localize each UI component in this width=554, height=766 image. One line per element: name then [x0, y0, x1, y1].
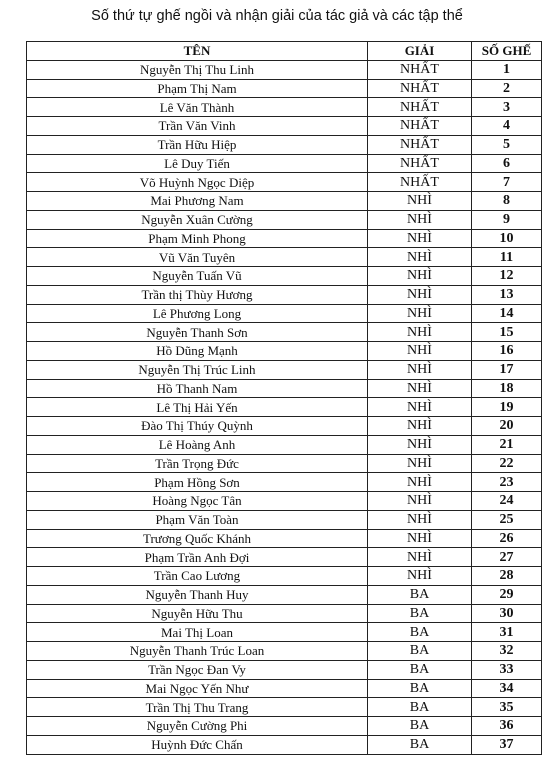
- header-name: TÊN: [27, 42, 368, 61]
- cell-seat: 2: [472, 79, 542, 98]
- cell-name: Nguyễn Thị Thu Linh: [27, 60, 368, 79]
- cell-seat: 33: [472, 660, 542, 679]
- cell-seat: 22: [472, 454, 542, 473]
- cell-name: Lê Thị Hải Yến: [27, 398, 368, 417]
- cell-seat: 34: [472, 679, 542, 698]
- table-row: [27, 510, 542, 529]
- cell-name: Mai Thị Loan: [27, 623, 368, 642]
- cell-prize: NHÌ: [368, 210, 472, 229]
- table-body: [27, 60, 542, 754]
- table-row: [27, 548, 542, 567]
- cell-seat: 14: [472, 304, 542, 323]
- table-row: [27, 642, 542, 661]
- cell-prize: NHÌ: [368, 398, 472, 417]
- cell-prize: NHẤT: [368, 98, 472, 117]
- cell-seat: 16: [472, 342, 542, 361]
- cell-seat: 17: [472, 360, 542, 379]
- table-row: [27, 323, 542, 342]
- table-row: [27, 154, 542, 173]
- cell-prize: NHÌ: [368, 267, 472, 286]
- cell-seat: 9: [472, 210, 542, 229]
- cell-prize: BA: [368, 642, 472, 661]
- cell-seat: 18: [472, 379, 542, 398]
- cell-name: Lê Văn Thành: [27, 98, 368, 117]
- cell-prize: BA: [368, 660, 472, 679]
- table-row: [27, 660, 542, 679]
- cell-seat: 27: [472, 548, 542, 567]
- cell-prize: NHÌ: [368, 529, 472, 548]
- cell-prize: BA: [368, 585, 472, 604]
- cell-name: Nguyễn Xuân Cường: [27, 210, 368, 229]
- cell-name: Mai Phương Nam: [27, 192, 368, 211]
- table-row: [27, 117, 542, 136]
- cell-seat: 36: [472, 717, 542, 736]
- cell-prize: NHẤT: [368, 135, 472, 154]
- cell-seat: 26: [472, 529, 542, 548]
- cell-prize: NHẤT: [368, 154, 472, 173]
- cell-name: Lê Phương Long: [27, 304, 368, 323]
- cell-prize: NHÌ: [368, 323, 472, 342]
- cell-name: Phạm Trần Anh Đợi: [27, 548, 368, 567]
- cell-name: Nguyễn Cường Phi: [27, 717, 368, 736]
- table-row: [27, 248, 542, 267]
- cell-name: Phạm Thị Nam: [27, 79, 368, 98]
- cell-seat: 3: [472, 98, 542, 117]
- cell-name: Trần Trọng Đức: [27, 454, 368, 473]
- table-row: [27, 623, 542, 642]
- cell-prize: NHÌ: [368, 567, 472, 586]
- cell-prize: NHÌ: [368, 360, 472, 379]
- table-row: [27, 567, 542, 586]
- cell-name: Nguyễn Thị Trúc Linh: [27, 360, 368, 379]
- cell-seat: 29: [472, 585, 542, 604]
- cell-seat: 7: [472, 173, 542, 192]
- table-row: [27, 210, 542, 229]
- cell-seat: 11: [472, 248, 542, 267]
- cell-seat: 6: [472, 154, 542, 173]
- table-row: [27, 135, 542, 154]
- cell-name: Lê Duy Tiến: [27, 154, 368, 173]
- cell-prize: NHẤT: [368, 173, 472, 192]
- cell-name: Nguyễn Hữu Thu: [27, 604, 368, 623]
- header-prize: GIẢI: [368, 42, 472, 61]
- cell-name: Hoàng Ngọc Tân: [27, 492, 368, 511]
- cell-prize: NHÌ: [368, 192, 472, 211]
- cell-name: Trần Cao Lương: [27, 567, 368, 586]
- cell-prize: NHÌ: [368, 548, 472, 567]
- cell-prize: NHÌ: [368, 379, 472, 398]
- cell-name: Võ Huỳnh Ngọc Diệp: [27, 173, 368, 192]
- cell-prize: NHÌ: [368, 304, 472, 323]
- cell-seat: 19: [472, 398, 542, 417]
- cell-seat: 37: [472, 735, 542, 754]
- table-row: [27, 79, 542, 98]
- cell-prize: NHẤT: [368, 117, 472, 136]
- cell-prize: BA: [368, 679, 472, 698]
- cell-name: Nguyễn Thanh Huy: [27, 585, 368, 604]
- table-row: [27, 98, 542, 117]
- table-row: [27, 585, 542, 604]
- cell-name: Trần Thị Thu Trang: [27, 698, 368, 717]
- table-row: [27, 360, 542, 379]
- cell-name: Phạm Hồng Sơn: [27, 473, 368, 492]
- table-row: [27, 529, 542, 548]
- cell-name: Nguyễn Thanh Sơn: [27, 323, 368, 342]
- cell-name: Trương Quốc Khánh: [27, 529, 368, 548]
- cell-name: Hồ Dũng Mạnh: [27, 342, 368, 361]
- table-row: [27, 267, 542, 286]
- cell-seat: 10: [472, 229, 542, 248]
- cell-prize: NHÌ: [368, 473, 472, 492]
- cell-name: Nguyễn Tuấn Vũ: [27, 267, 368, 286]
- cell-prize: NHÌ: [368, 285, 472, 304]
- table-row: [27, 342, 542, 361]
- table-row: [27, 379, 542, 398]
- cell-name: Trần Hữu Hiệp: [27, 135, 368, 154]
- table-row: [27, 473, 542, 492]
- cell-name: Mai Ngọc Yến Như: [27, 679, 368, 698]
- cell-name: Nguyễn Thanh Trúc Loan: [27, 642, 368, 661]
- table-row: [27, 698, 542, 717]
- cell-seat: 4: [472, 117, 542, 136]
- cell-seat: 21: [472, 435, 542, 454]
- seating-table: [26, 41, 542, 755]
- cell-seat: 12: [472, 267, 542, 286]
- cell-name: Vũ Văn Tuyên: [27, 248, 368, 267]
- cell-seat: 25: [472, 510, 542, 529]
- table-row: [27, 304, 542, 323]
- cell-seat: 28: [472, 567, 542, 586]
- table-row: [27, 604, 542, 623]
- cell-seat: 20: [472, 417, 542, 436]
- table-row: [27, 173, 542, 192]
- cell-seat: 30: [472, 604, 542, 623]
- table-row: [27, 735, 542, 754]
- table-row: [27, 60, 542, 79]
- table-row: [27, 454, 542, 473]
- cell-seat: 32: [472, 642, 542, 661]
- cell-prize: BA: [368, 717, 472, 736]
- cell-prize: BA: [368, 735, 472, 754]
- cell-prize: BA: [368, 604, 472, 623]
- cell-name: Đào Thị Thúy Quỳnh: [27, 417, 368, 436]
- cell-prize: BA: [368, 698, 472, 717]
- cell-prize: NHÌ: [368, 435, 472, 454]
- cell-prize: NHÌ: [368, 229, 472, 248]
- cell-prize: NHẤT: [368, 60, 472, 79]
- cell-prize: NHÌ: [368, 248, 472, 267]
- table-row: [27, 679, 542, 698]
- cell-prize: NHÌ: [368, 417, 472, 436]
- cell-seat: 13: [472, 285, 542, 304]
- table-row: [27, 435, 542, 454]
- cell-seat: 24: [472, 492, 542, 511]
- table-row: [27, 492, 542, 511]
- table-header-row: [27, 42, 542, 61]
- cell-seat: 31: [472, 623, 542, 642]
- cell-name: Phạm Văn Toàn: [27, 510, 368, 529]
- cell-name: Trần Văn Vinh: [27, 117, 368, 136]
- table-row: [27, 417, 542, 436]
- cell-seat: 1: [472, 60, 542, 79]
- cell-prize: NHÌ: [368, 510, 472, 529]
- table-row: [27, 285, 542, 304]
- cell-name: Trần thị Thùy Hương: [27, 285, 368, 304]
- cell-name: Huỳnh Đức Chấn: [27, 735, 368, 754]
- cell-seat: 15: [472, 323, 542, 342]
- cell-name: Trần Ngọc Đan Vy: [27, 660, 368, 679]
- cell-seat: 23: [472, 473, 542, 492]
- page-title: Số thứ tự ghế ngồi và nhận giải của tác giả và các tập thể: [91, 8, 463, 24]
- cell-name: Lê Hoàng Anh: [27, 435, 368, 454]
- cell-prize: NHÌ: [368, 454, 472, 473]
- cell-prize: BA: [368, 623, 472, 642]
- table-row: [27, 717, 542, 736]
- table-row: [27, 229, 542, 248]
- table-row: [27, 398, 542, 417]
- table-row: [27, 192, 542, 211]
- cell-prize: NHÌ: [368, 342, 472, 361]
- cell-seat: 8: [472, 192, 542, 211]
- cell-name: Hồ Thanh Nam: [27, 379, 368, 398]
- cell-prize: NHẤT: [368, 79, 472, 98]
- cell-prize: NHÌ: [368, 492, 472, 511]
- cell-seat: 5: [472, 135, 542, 154]
- cell-seat: 35: [472, 698, 542, 717]
- cell-name: Phạm Minh Phong: [27, 229, 368, 248]
- header-seat: SỐ GHẾ: [472, 42, 542, 61]
